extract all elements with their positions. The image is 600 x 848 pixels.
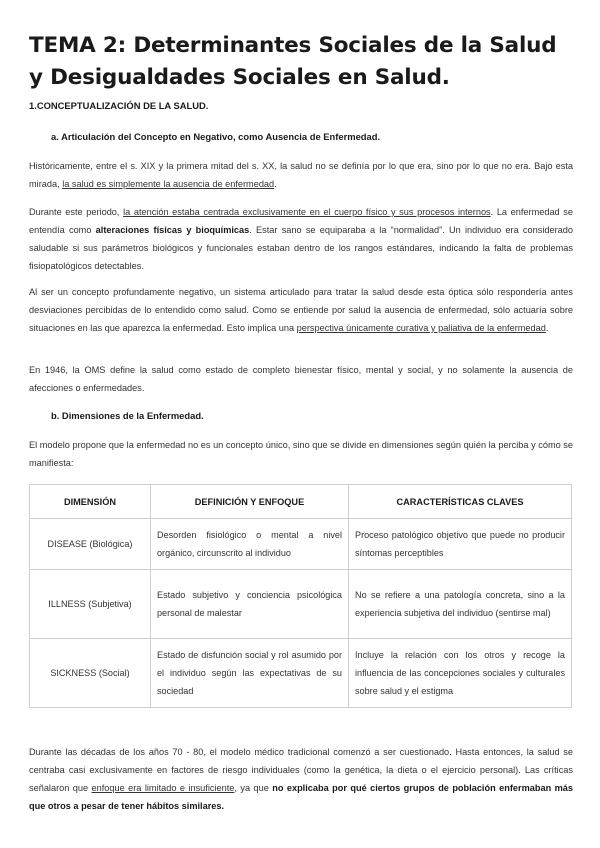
dimensions-table [29, 484, 572, 708]
p3-text-2: . [545, 323, 549, 333]
subsection-heading-b: b. Dimensiones de la Enfermedad. [51, 410, 204, 421]
table-cell-characteristics: Incluye la relación con los otros y recoge la influencia de las concepciones sociales y culturales sobre salud y el estigma [349, 639, 572, 708]
p6-text-2: , ya que [234, 783, 273, 793]
table-header-row [30, 485, 572, 519]
table-header-dimension: DIMENSIÓN [30, 485, 151, 519]
table-cell-characteristics: No se refiere a una patología concreta, sino a la experiencia subjetiva del individuo (sentirse mal) [349, 570, 572, 639]
p6-underline: enfoque era limitado e insuficiente [91, 783, 235, 793]
table-cell-definition: Estado de disfunción social y rol asumido por el individuo según las expectativas de su sociedad [151, 639, 349, 708]
p3-underline: perspectiva únicamente curativa y paliativa de la enfermedad [296, 323, 546, 333]
paragraph-negative-concept [29, 283, 573, 337]
subsection-heading-a: a. Articulación del Concepto en Negativo, como Ausencia de Enfermedad. [51, 131, 381, 142]
table-cell-characteristics: Proceso patológico objetivo que puede no producir síntomas perceptibles [349, 519, 572, 570]
table-cell-dimension: SICKNESS (Social) [30, 639, 151, 708]
paragraph-history [29, 157, 573, 193]
paragraph-criticism [29, 743, 573, 815]
p2-text-2: . La enfermedad se entendía como [29, 207, 573, 235]
table-cell-definition: Estado subjetivo y conciencia psicológica personal de malestar [151, 570, 349, 639]
p2-underline: la atención estaba centrada exclusivamente en el cuerpo físico y sus procesos internos [123, 207, 491, 217]
table-header-characteristics: CARACTERÍSTICAS CLAVES [349, 485, 572, 519]
p1-text-2: . [274, 179, 277, 189]
table-row [30, 639, 572, 708]
table-cell-dimension: DISEASE (Biológica) [30, 519, 151, 570]
p3-text-1: Al ser un concepto profundamente negativo, un sistema articulado para tratar la salud desde esta óptica sólo respondería antes desviaciones percibidas de lo entendido como salud. Como se entiende por salud la ausencia de enfermedad, sólo actuaría sobre situaciones en las que aparezca la enfermedad. Esto implica una [29, 287, 573, 333]
p6-text-1: Durante las décadas de los años 70 - 80, el modelo médico tradicional comenzó a ser cuestionado. Hasta entonces, la salud se centraba casi exclusivamente en factores de riesgo individuales (como la genética, la dieta o el ejercicio personal). Las críticas señalaron que [29, 747, 573, 793]
table-header-definition: DEFINICIÓN Y ENFOQUE [151, 485, 349, 519]
p2-text-3: . Estar sano se equiparaba a la “normalidad”. Un individuo era considerado saludable si sus parámetros biológicos y funcionales estaban dentro de los rangos estándares, indicando la falta de problemas fisiopatológicos detectables. [29, 225, 573, 271]
paragraph-model: El modelo propone que la enfermedad no es un concepto único, sino que se divide en dimensiones según quién la perciba y cómo se manifiesta: [29, 440, 573, 468]
p6-bold: no explicaba por qué ciertos grupos de población enfermaban más que otros a pesar de tener hábitos similares. [29, 783, 573, 811]
table-row [30, 570, 572, 639]
p1-underline: la salud es simplemente la ausencia de enfermedad [62, 179, 275, 189]
p1-text-1: Históricamente, entre el s. XIX y la primera mitad del s. XX, la salud no se definía por lo que era, sino por lo que no era. Bajo esta mirada, [29, 161, 573, 189]
page-title: TEMA 2: Determinantes Sociales de la Salud y Desigualdades Sociales en Salud. [29, 33, 557, 90]
paragraph-oms: En 1946, la OMS define la salud como estado de completo bienestar físico, mental y social, y no solamente la ausencia de afecciones o enfermedades. [29, 365, 573, 393]
table-row [30, 519, 572, 570]
paragraph-period [29, 203, 573, 275]
table-cell-definition: Desorden fisiológico o mental a nivel orgánico, circunscrito al individuo [151, 519, 349, 570]
table-cell-dimension: ILLNESS (Subjetiva) [30, 570, 151, 639]
p2-text-1: Durante este periodo, [29, 207, 124, 217]
section-heading-1: 1.CONCEPTUALIZACIÓN DE LA SALUD. [29, 100, 209, 111]
p2-bold: alteraciones físicas y bioquímicas [95, 225, 250, 235]
